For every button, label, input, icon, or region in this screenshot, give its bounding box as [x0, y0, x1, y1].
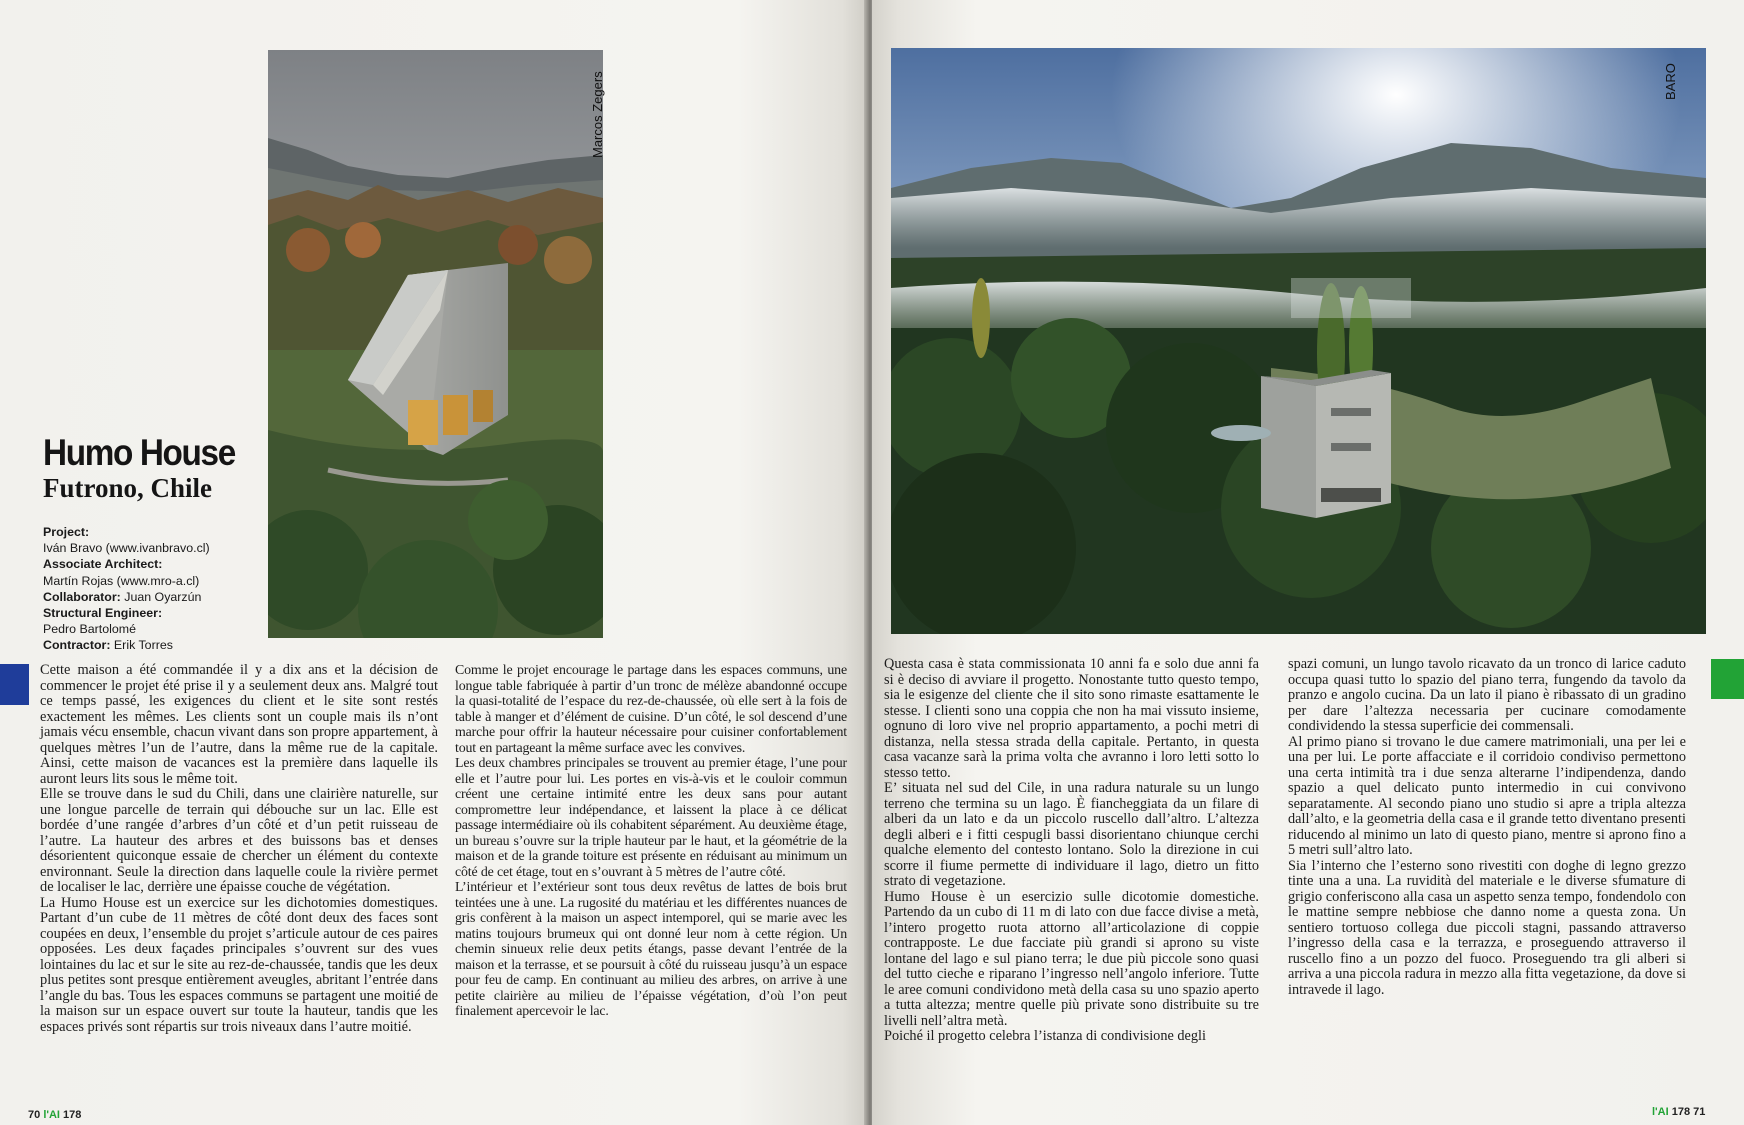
- paragraph: L’intérieur et l’extérieur sont tous deux revêtus de lattes de bois brut teintées une à une. La rugosité du matériau et les différentes nuances de gris confèrent à la maison un aspect intemporel, qui se marie avec les matins toujours brumeux qui ont donné leur nom à cette région. Un chemin sinueux relie deux petits étangs, passe devant l’entrée de la maison et la terrasse, et se poursuit à côté du ruisseau jusqu’à un espace pour feu de camp. En continuant au milieu des arbres, on arrive à une petite clairière au milieu de l’épaisse végétation, d’où l’on peut finalement apercevoir le lac.: [455, 880, 847, 1019]
- paragraph: Elle se trouve dans le sud du Chili, dans une clairière naturelle, sur une longue parcelle de terrain qui débouche sur un lac. Elle est bordée d’une rangée d’arbres d’un côté et d’un petit ruisseau de l’autre. La hauteur des arbres et des buissons bas et denses désorientent quiconque essaie de chercher un élément du contexte environnant. Seule la direction dans laquelle coule la rivière permet de localiser le lac, derrière une épaisse couche de végétation.: [40, 786, 438, 895]
- paragraph: Comme le projet encourage le partage dans les espaces communs, une longue table fabriquée à partir d’un tronc de mélèze abandonné occupe la quasi-totalité de l’espace du rez-de-chaussée, où elle sert à la fois de table à manger et d’élément de cuisine. D’un côté, le sol descend d’une marche pour offrir la hauteur nécessaire pour cuisiner confortablement tout en partageant la même surface avec les convives.: [455, 663, 847, 756]
- photo-credit-right: BARO: [1663, 63, 1678, 100]
- page-folio-left: [28, 1109, 81, 1121]
- project-credits: [43, 524, 210, 654]
- paragraph: La Humo House est un exercice sur les dichotomies domestiques. Partant d’un cube de 11 mètres de côté dont deux des faces sont coupées en deux, l’ensemble du projet s’articule autour de ces paires opposées. Les deux façades principales s’ouvrent sur des vues lointaines du lac et sur le site au rez-de-chaussée, tandis que les deux plus petites sont presque entièrement aveugles, abritant l’entrée dans l’angle du bas. Tous les espaces communs se partagent une moitié de la maison sur un espace ouvert sur toute la hauteur, tandis que les espaces privés sont répartis sur trois niveaux dans l’autre moitié.: [40, 894, 438, 1035]
- house-photo-right: [891, 48, 1706, 634]
- credit-value: Juan Oyarzún: [124, 589, 202, 604]
- page-number: 70: [28, 1109, 41, 1121]
- french-text-column-2: [455, 663, 847, 1020]
- paragraph: Cette maison a été commandée il y a dix ans et la décision de commencer le projet été prise il y a seulement deux ans. Malgré tout ce temps passé, les exigences du client et le site sont restés exactement les mêmes. Les clients sont un couple mais ils n’ont jamais vécu ensemble, chacun vivant dans son propre appartement, à quelques mètres l’un de l’autre, dans la même rue de la capitale. Ainsi, cette maison de vacances est la première dans laquelle ils auront leurs lits sous le même toit.: [40, 662, 438, 787]
- paragraph: Humo House è un esercizio sulle dicotomie domestiche. Partendo da un cubo di 11 m di lato con due facce divise a metà, l’intero progetto ruota attorno all’articolazione di coppie contrapposte. Le due facciate più grandi si aprono su viste lontane del lago e sul piano terra; le due più piccole sono quasi del tutto cieche e riparano l’ingresso nell’angolo inferiore. Tutte le aree comuni condividono metà della casa su uno spazio aperto a tutta altezza; mentre quelle più private sono distribuite su tre livelli nell’altra metà.: [884, 888, 1259, 1029]
- paragraph: Poiché il progetto celebra l’istanza di condivisione degli: [884, 1028, 1206, 1044]
- paragraph: Sia l’interno che l’esterno sono rivestiti con doghe di legno grezzo tinte una a una. La ruvidità del materiale e le diverse sfumature di grigio conferiscono alla casa un aspetto senza tempo, fondendolo con le mattine sempre nebbiose che danno nome a questa zona. Un sentiero tortuoso collega due piccoli stagni, passando attraverso l’ingresso della casa e la terrazza, e proseguendo attraverso il ruscello fino a un pozzo del fuoco. Proseguendo tra gli alberi si arriva a una piccola radura in mezzo alla fitta vegetazione, da dove si intravede il lago.: [1288, 857, 1686, 998]
- credit-value: Erik Torres: [113, 638, 173, 653]
- paragraph: spazi comuni, un lungo tavolo ricavato da un tronco di larice caduto occupa quasi tutto lo spazio del piano terra, fungendo da tavolo da pranzo e angolo cucina. Da un lato il piano è ribassato di un gradino per dare l’altezza necessaria per cucinare comodamente condividendo la stessa superficie dei commensali.: [1288, 656, 1686, 734]
- article-subtitle: Futrono, Chile: [43, 473, 213, 503]
- paragraph: E’ situata nel sud del Cile, in una radura naturale su un lungo terreno che termina su un lago. È fiancheggiata da un filare di alberi da un lato e da un piccolo ruscello dall’altro. L’altezza degli alberi e i fitti cespugli bassi disorientano chiunque cerchi qualche elemento del contesto lontano. Solo la direzione in cui scorre il fiume permette di individuare il lago, dietro un fitto strato di vegetazione.: [884, 780, 1259, 889]
- left-page: [0, 0, 868, 1125]
- issue-number: 178: [1671, 1106, 1691, 1118]
- page-number: 71: [1693, 1106, 1706, 1118]
- italian-text-column-1: [884, 657, 1259, 1045]
- paragraph: Al primo piano si trovano le due camere matrimoniali, una per lei e una per lui. Le porte affacciate e il corridoio condiviso permettono una certa intimità tra i due senza alterarne l’indipendenza, dando spazio a quel delicato punto intermedio in cui convivono separatamente. Al secondo piano uno studio si apre a tripla altezza dall’alto, e la geometria della casa e il grande tetto diventano presenti riducendo al minimo un lato di questo piano, mentre si aprono fino a 5 metri sull’altro lato.: [1288, 733, 1686, 858]
- credit-label: Collaborator:: [43, 589, 121, 604]
- french-language-marker: [0, 664, 29, 705]
- house-photo-left: [268, 50, 603, 638]
- page-folio-right: [1652, 1106, 1705, 1118]
- italian-text-column-2: [1288, 657, 1686, 998]
- credit-label: Structural Engineer:: [43, 606, 163, 621]
- issue-number: 178: [63, 1109, 82, 1121]
- credit-label: Project:: [43, 525, 90, 539]
- magazine-name: l'AI: [1652, 1106, 1669, 1118]
- photo-credit-left: Marcos Zegers: [590, 71, 605, 158]
- credit-label: Contractor:: [43, 638, 111, 653]
- credit-value: Pedro Bartolomé: [43, 622, 136, 637]
- credit-value: Iván Bravo (www.ivanbravo.cl): [43, 541, 210, 556]
- article-title: Humo House: [43, 432, 235, 473]
- paragraph: Questa casa è stata commissionata 10 anni fa e solo due anni fa si è deciso di avviare il progetto. Nonostante tutto questo tempo, sia le esigenze del cliente che il sito sono rimaste esattamente le stesse. I clienti sono una coppia che non ha mai vissuto insieme, ognuno di loro vive nel proprio appartamento, a pochi metri di distanza, nella stessa strada della capitale. Pertanto, in questa casa vacanze sarà la prima volta che avranno i loro letti sotto lo stesso tetto.: [884, 656, 1259, 781]
- paragraph: Les deux chambres principales se trouvent au premier étage, l’une pour elle et l’autre pour lui. Les portes en vis-à-vis et le couloir commun créent une certaine intimité entre les deux sans pour autant compromettre leur indépendance, et laissent la place à ce délicat passage intermédiaire où ils cohabitent séparément. Au deuxième étage, un bureau s’ouvre sur la triple hauteur par le haut, et la géométrie de la maison et de la grande toiture est présente en réduisant au minimum un côté de cet étage, tout en s’ouvrant à 5 mètres de l’autre côté.: [455, 756, 847, 880]
- credit-line: [43, 637, 210, 653]
- italian-language-marker: [1711, 659, 1744, 699]
- french-text-column-1: [40, 663, 438, 1035]
- credit-value: Martín Rojas (www.mro-a.cl): [43, 573, 200, 588]
- credit-line: [43, 589, 210, 605]
- credit-label: Associate Architect:: [43, 557, 163, 572]
- magazine-name: l'AI: [43, 1109, 60, 1121]
